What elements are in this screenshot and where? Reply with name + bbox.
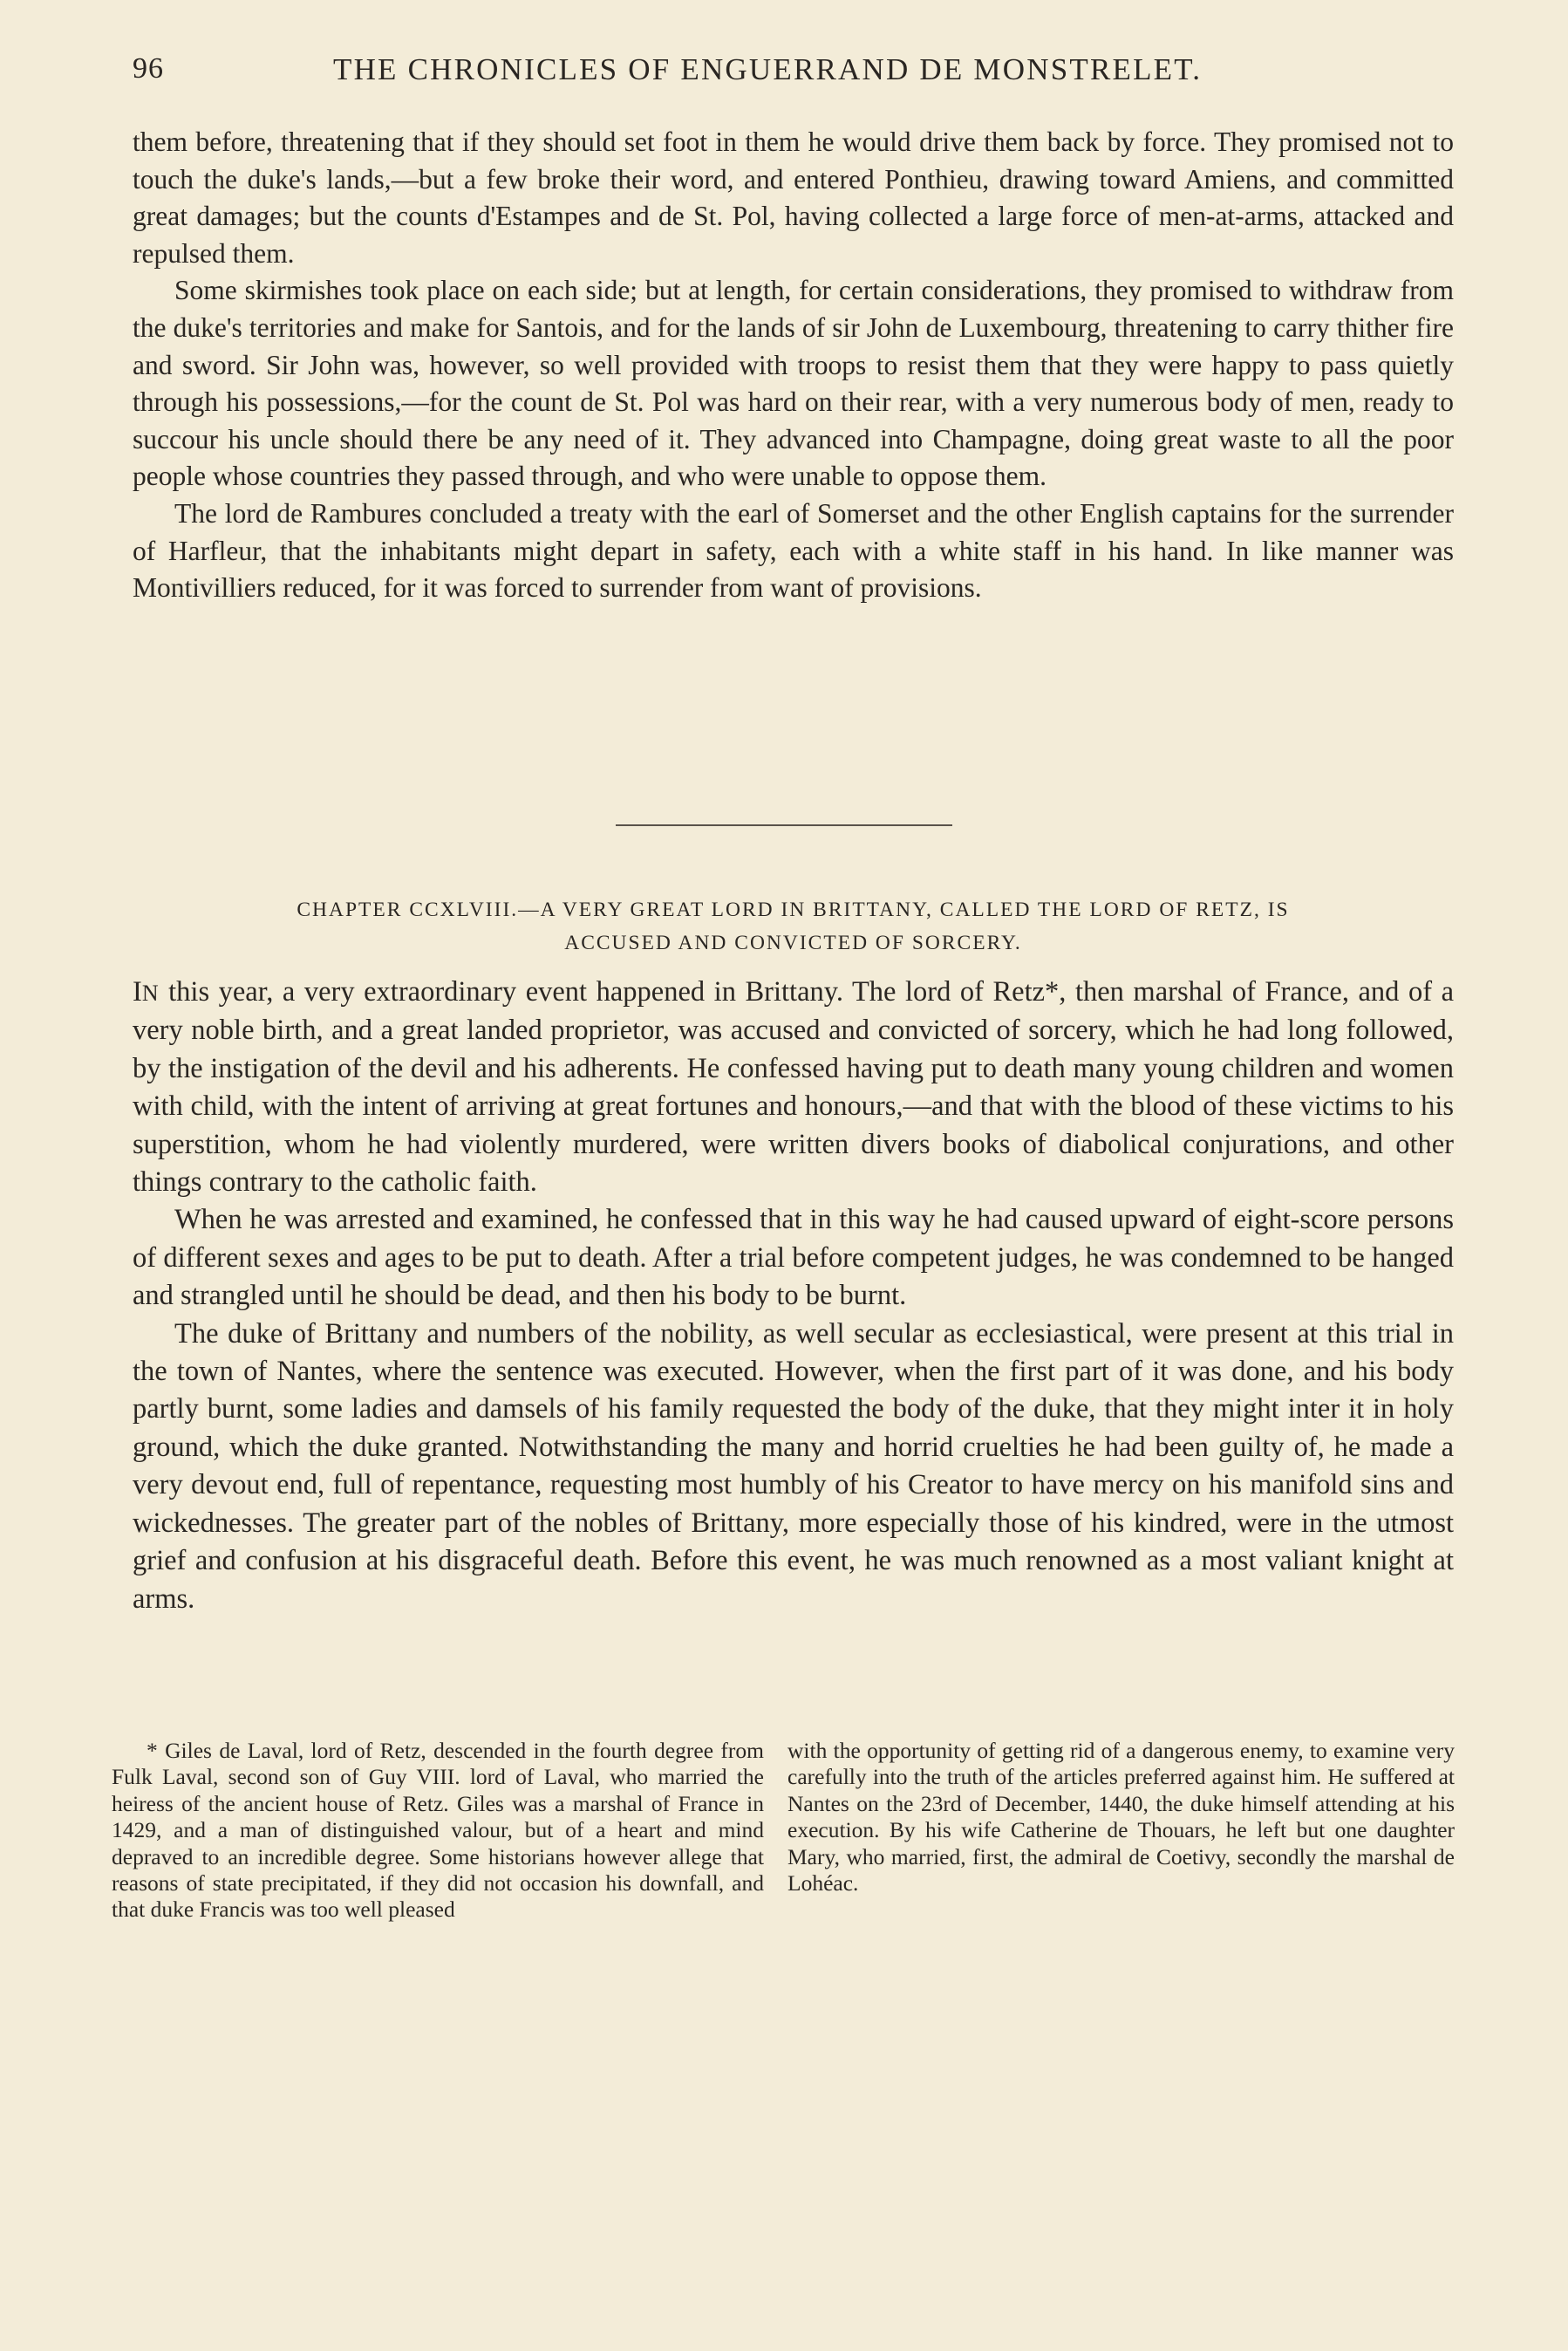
intro-paragraph-2: Some skirmishes took place on each side; but at length, for certain considerations, they promised to withdraw from the duke's territories and make for Santois, and for the lands of sir John de Luxembourg, threatening to carry thither fire and sword. Sir John was, however, so well provided with troops to resist them that they were happy to pass quietly through his possessions,—for the count de St. Pol was hard on their rear, with a very numerous body of men, ready to succour his uncle should there be any need of it. They advanced into Champagne, doing great waste to all the poor people whose countries they passed through, and who were unable to oppose them. [133, 275, 1454, 492]
page-number: 96 [133, 52, 164, 85]
chapter-paragraph-2: When he was arrested and examined, he confessed that in this way he had caused upward of eight-score persons of different sexes and ages to be put to death. After a trial before competent judges, he was condemned to be hanged and strangled until he should be dead, and then his body to be burnt. [133, 1204, 1454, 1312]
chapter-paragraph-1 [133, 974, 1454, 1201]
chapter-text [133, 974, 1454, 1618]
chapter-heading [133, 893, 1454, 960]
intro-text [133, 124, 1454, 607]
initial-small-caps: N [141, 981, 160, 1006]
footnote-column-right: with the opportunity of getting rid of a dangerous enemy, to examine very carefully into the truth of the articles preferred against him. He suffered at Nantes on the 23rd of December, 1440, the duke himself attending at his execution. By his wife Catherine de Thouars, he left but one daughter Mary, who married, first, the admiral de Coetivy, secondly the marshal de Lohéac. [787, 1738, 1455, 1897]
chapter-paragraph-3: The duke of Brittany and numbers of the nobility, as well secular as ecclesiastical, were present at this trial in the town of Nantes, where the sentence was executed. However, when the first part of it was done, and his body partly burnt, some ladies and damsels of his family requested the body of the duke, that they might inter it in holy ground, which the duke granted. Notwithstanding the many and horrid cruelties he had been guilty of, he made a very devout end, full of repentance, requesting most humbly of his Creator to have mercy on his manifold sins and wickednesses. The greater part of the nobles of Brittany, more especially those of his kindred, were in the utmost grief and confusion at his disgraceful death. Before this event, he was much renowned as a most valiant knight at arms. [133, 1317, 1454, 1615]
section-divider [616, 824, 952, 826]
footnote-column-left: * Giles de Laval, lord of Retz, descended in the fourth degree from Fulk Laval, second son of Guy VIII. lord of Laval, who married the heiress of the ancient house of Retz. Giles was a marshal of France in 1429, and a man of distinguished valour, but of a heart and mind depraved to an incredible degree. Some historians however allege that reasons of state precipitated, if they did not occasion his downfall, and that duke Francis was too well pleased [112, 1738, 764, 1923]
chapter-paragraph-1-body: this year, a very extraordinary event happened in Brittany. The lord of Retz*, then marshal of France, and of a very noble birth, and a great landed proprietor, was accused and convicted of sorcery, which he had long followed, by the instigation of the devil and his adherents. He confessed having put to death many young children and women with child, with the intent of arriving at great fortunes and honours,—and that with the blood of these victims to his superstition, whom he had violently murdered, were written divers books of diabolical conjurations, and other things contrary to the catholic faith. [133, 976, 1454, 1199]
intro-paragraph-1: them before, threatening that if they should set foot in them he would drive them back by force. They promised not to touch the duke's lands,—but a few broke their word, and entered Ponthieu, drawing toward Amiens, and committed great damages; but the counts d'Estampes and de St. Pol, having collected a large force of men-at-arms, attacked and repulsed them. [133, 126, 1454, 269]
intro-paragraph-3: The lord de Rambures concluded a treaty with the earl of Somerset and the other English captains for the surrender of Harfleur, that the inhabitants might depart in safety, each with a white staff in his hand. In like manner was Montivilliers reduced, for it was forced to surrender from want of provisions. [133, 497, 1454, 604]
running-title: THE CHRONICLES OF ENGUERRAND DE MONSTRELET. [333, 52, 1203, 86]
chapter-heading-line-2: ACCUSED AND CONVICTED OF SORCERY. [564, 932, 1022, 954]
running-head [133, 52, 1458, 98]
initial-capital: I [133, 976, 142, 1008]
chapter-heading-line-1: CHAPTER CCXLVIII.—A VERY GREAT LORD IN BRITTANY, CALLED THE LORD OF RETZ, IS [297, 899, 1290, 921]
footnotes [112, 1738, 1455, 1982]
